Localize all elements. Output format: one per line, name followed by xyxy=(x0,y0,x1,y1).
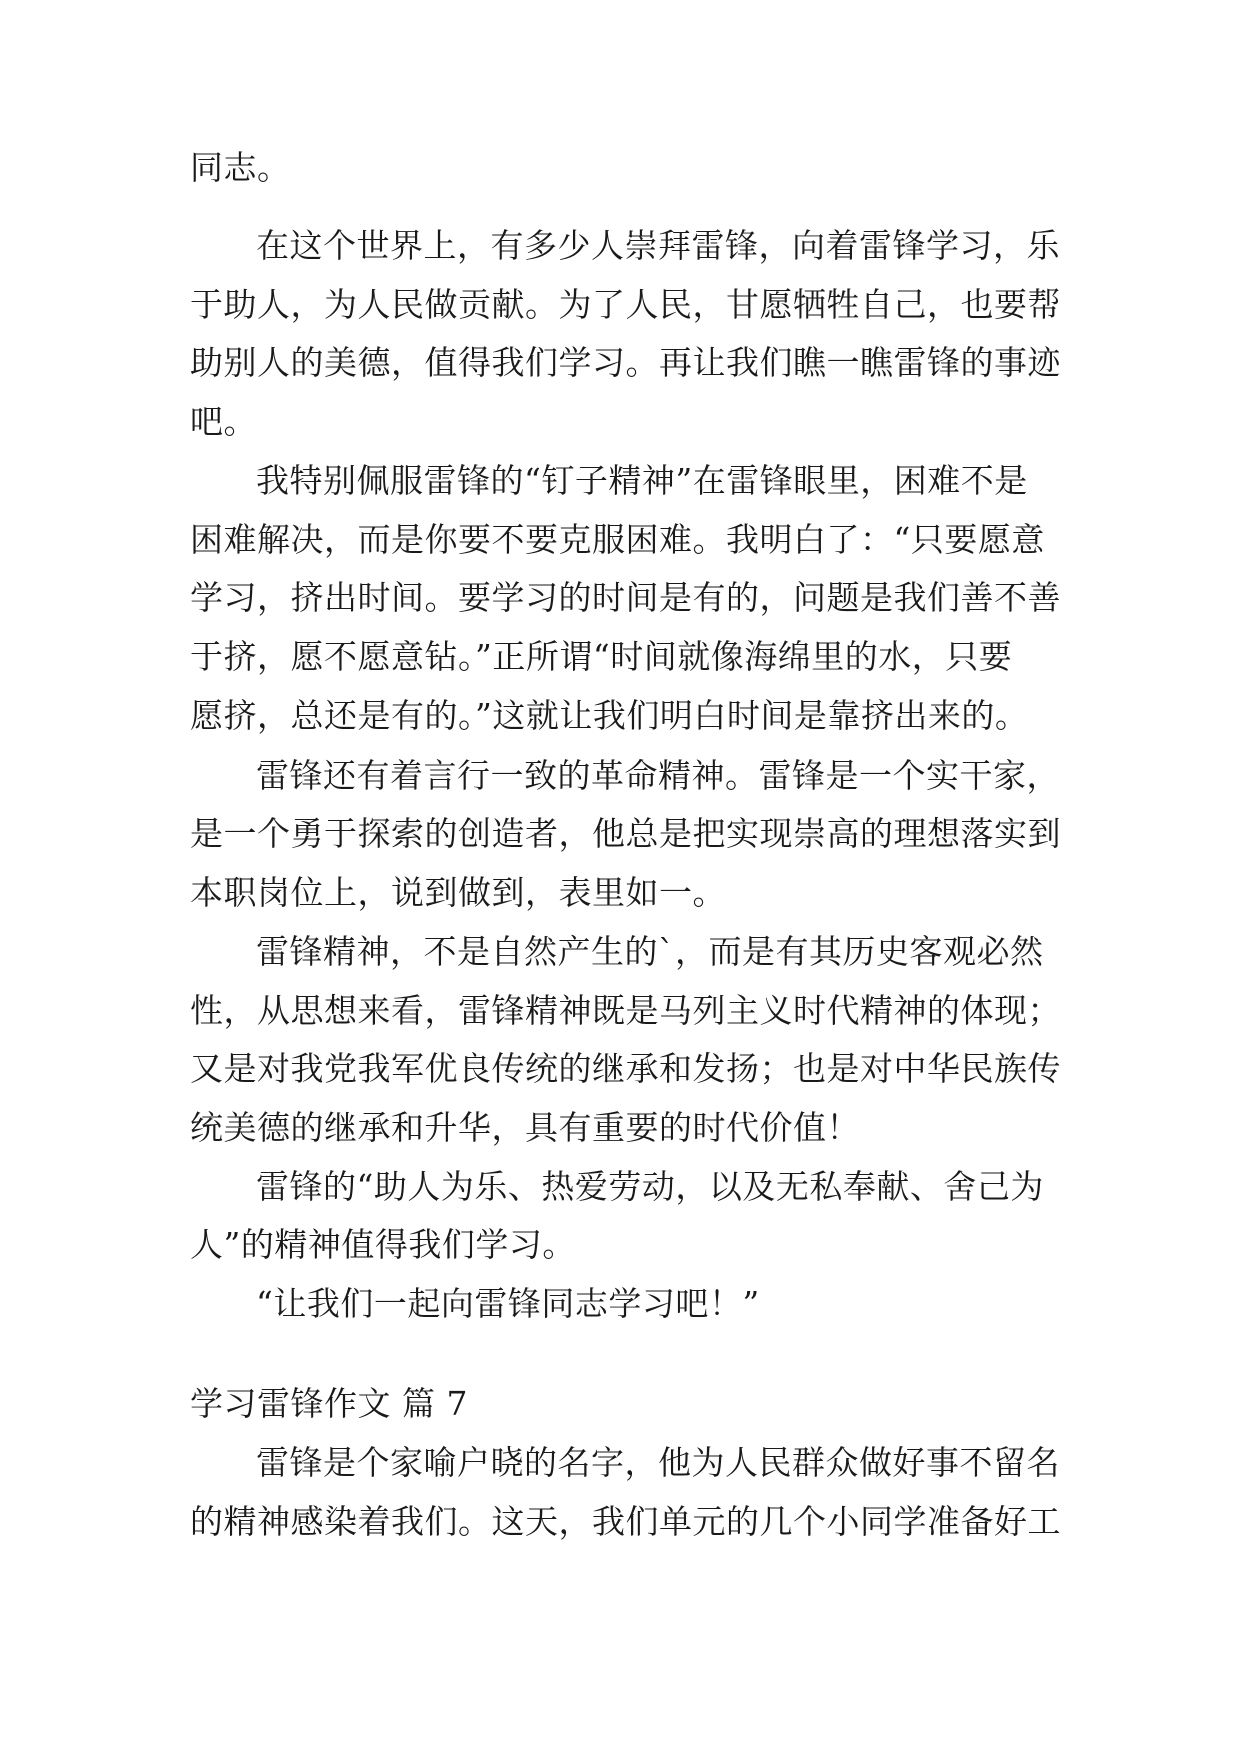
paragraph-line: 助别人的美德，值得我们学习。再让我们瞧一瞧雷锋的事迹 xyxy=(190,343,1061,382)
paragraph-line: 雷锋的“助人为乐、热爱劳动，以及无私奉献、舍己为 xyxy=(256,1167,1044,1206)
paragraph-line: 的精神感染着我们。这天，我们单元的几个小同学准备好工 xyxy=(190,1502,1061,1541)
paragraph-line: 本职岗位上，说到做到，表里如一。 xyxy=(190,873,726,912)
paragraph-line: 雷锋还有着言行一致的革命精神。雷锋是一个实干家， xyxy=(256,756,1060,795)
paragraph-line: 雷锋精神，不是自然产生的`，而是有其历史客观必然 xyxy=(256,932,1044,971)
paragraph-line: 于助人，为人民做贡献。为了人民，甘愿牺牲自己，也要帮 xyxy=(190,285,1061,324)
paragraph-line: 吧。 xyxy=(190,402,257,441)
paragraph-line: 雷锋是个家喻户晓的名字，他为人民群众做好事不留名 xyxy=(256,1443,1060,1482)
paragraph-line: 于挤，愿不愿意钻。”正所谓“时间就像海绵里的水，只要 xyxy=(190,637,1013,676)
paragraph-line: 性，从思想来看，雷锋精神既是马列主义时代精神的体现； xyxy=(190,991,1061,1030)
paragraph-line: 同志。 xyxy=(190,148,291,187)
paragraph-line: 我特别佩服雷锋的“钉子精神”在雷锋眼里，困难不是 xyxy=(256,461,1028,500)
paragraph-line: 统美德的继承和升华，具有重要的时代价值！ xyxy=(190,1108,860,1147)
paragraph-line: “让我们一起向雷锋同志学习吧！” xyxy=(256,1284,760,1323)
paragraph-line: 学习，挤出时间。要学习的时间是有的，问题是我们善不善 xyxy=(190,578,1061,617)
paragraph-line: 在这个世界上，有多少人崇拜雷锋，向着雷锋学习，乐 xyxy=(256,226,1060,265)
paragraph-line: 是一个勇于探索的创造者，他总是把实现崇高的理想落实到 xyxy=(190,814,1061,853)
paragraph-line: 愿挤，总还是有的。”这就让我们明白时间是靠挤出来的。 xyxy=(190,696,1029,735)
paragraph-line: 又是对我党我军优良传统的继承和发扬；也是对中华民族传 xyxy=(190,1049,1061,1088)
paragraph-line: 困难解决，而是你要不要克服困难。我明白了：“只要愿意 xyxy=(190,520,1045,559)
section-heading: 学习雷锋作文 篇 7 xyxy=(190,1384,468,1423)
paragraph-line: 人”的精神值得我们学习。 xyxy=(190,1225,576,1264)
